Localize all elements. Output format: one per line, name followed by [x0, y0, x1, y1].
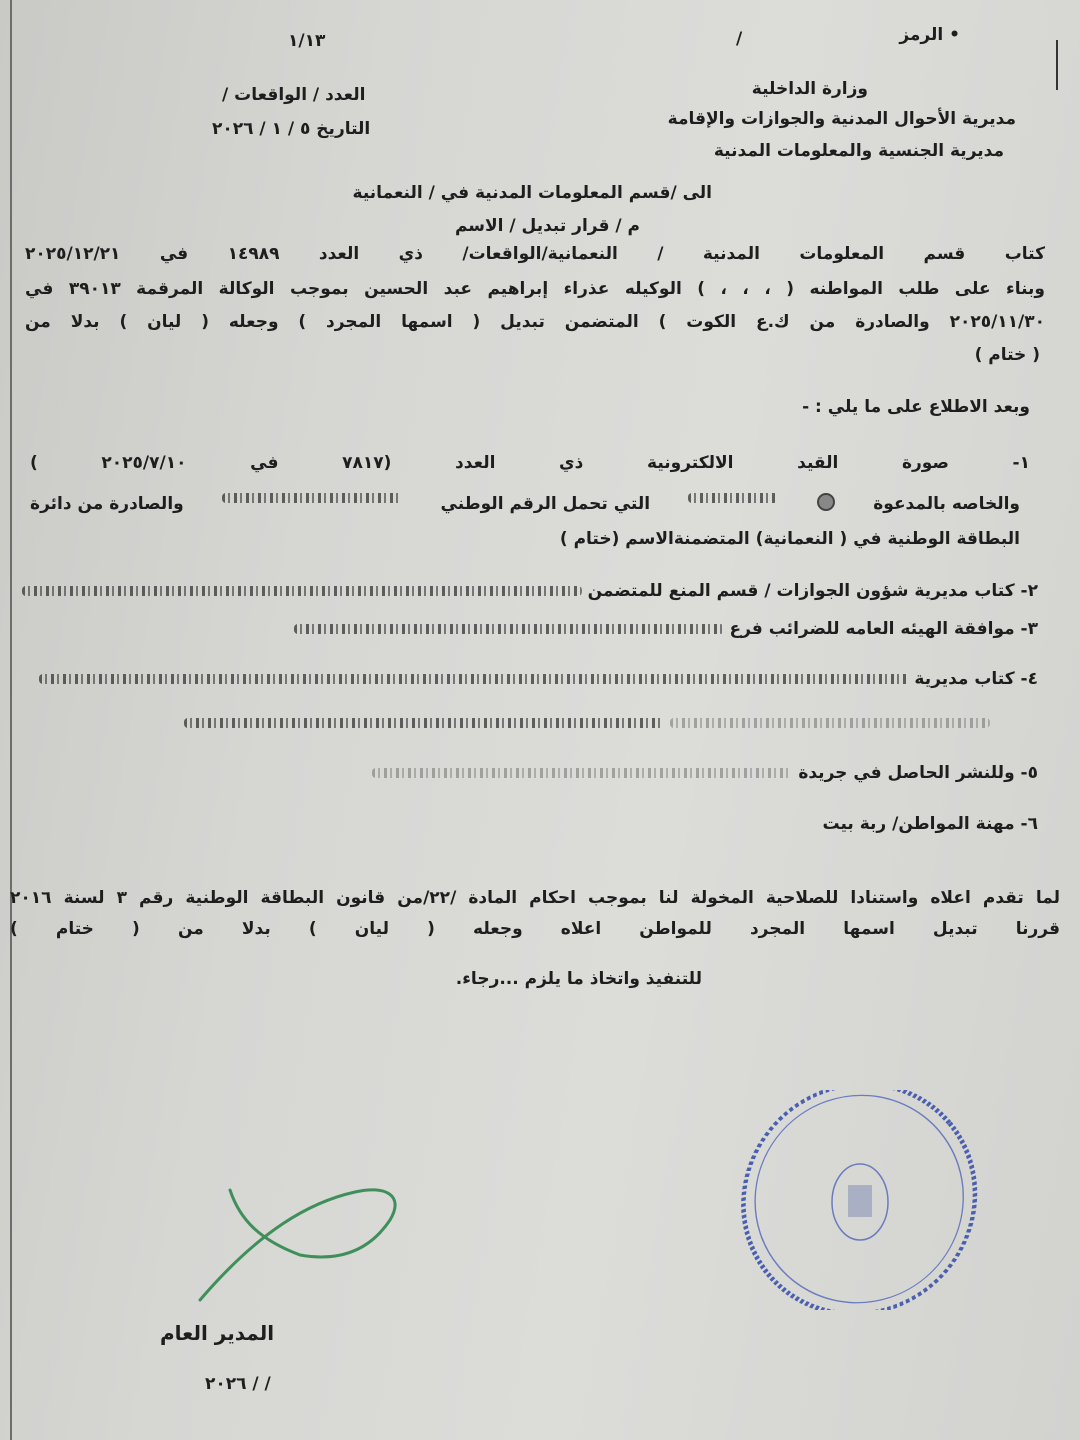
- director-title: المدير العام: [160, 1321, 275, 1345]
- redacted-national-number: [222, 493, 402, 503]
- item-4-continued: [184, 712, 990, 734]
- item-1-line-3: البطاقة الوطنية في ( النعمانية) المتضمنةالاسم (ختام ): [559, 529, 1020, 549]
- redacted-text: [670, 718, 990, 728]
- item-1-line-1: ١- صورة القيد الالكترونية ذي العدد (٧٨١٧ في ٢٠٢٥/٧/١٠ ): [30, 453, 1030, 473]
- intro-line-4: ( ختام ): [974, 345, 1040, 365]
- intro-line-1: كتاب قسم المعلومات المدنية / النعمانية/الواقعات/ ذي العدد ١٤٩٨٩ في ٢٠٢٥/١٢/٢١: [25, 244, 1045, 264]
- decision-line-2: قررنا تبديل اسمها المجرد للمواطن اعلاه وجعله ( ليان ) بدلا من ( ختام ): [10, 919, 1060, 939]
- page-edge-mark: [1056, 40, 1058, 90]
- code-slash: /: [736, 29, 743, 49]
- intro-line-2: وبناء على طلب المواطنه ( ، ، ، ) الوكيله عذراء إبراهيم عبد الحسين بموجب الوكالة المرقمة ٣٩٠١٣ في: [25, 279, 1045, 299]
- code-value: ١/١٣: [288, 31, 326, 51]
- redacted-text: [372, 768, 792, 778]
- item-2-text: ٢- كتاب مديرية شؤون الجوازات / قسم المنع للمتضمن: [587, 581, 1038, 601]
- decision-line-3: للتنفيذ واتخاذ ما يلزم ...رجاء.: [455, 969, 702, 989]
- addressee: الى /قسم المعلومات المدنية في / النعمانية: [352, 183, 712, 203]
- number-label: العدد / الواقعات /: [222, 85, 366, 105]
- item-1-text-c: والصادرة من دائرة: [30, 494, 184, 514]
- redacted-name: [688, 493, 778, 503]
- item-1-text-b: التي تحمل الرقم الوطني: [440, 494, 651, 514]
- decision-line-1: لما تقدم اعلاه واستنادا للصلاحية المخولة لنا بموجب احكام المادة /٢٢/من قانون البطاقة الوطنية رقم ٣ لسنة ٢٠١٦: [10, 888, 1060, 908]
- page-edge: [10, 0, 12, 1440]
- item-4-text: ٤- كتاب مديرية: [914, 669, 1038, 689]
- item-2: [22, 580, 1038, 602]
- item-3: [294, 618, 1038, 640]
- directorate-name: مديرية الأحوال المدنية والجوازات والإقامة: [667, 109, 1016, 129]
- redacted-text: [294, 624, 724, 634]
- item-6: ٦- مهنة المواطن/ ربة بيت: [822, 814, 1038, 834]
- official-seal: [700, 1090, 1020, 1310]
- item-4: [39, 668, 1039, 690]
- ministry-name: وزارة الداخلية: [751, 79, 868, 99]
- code-label: • الرمز: [899, 25, 960, 45]
- item-1-text-a: والخاصه بالمدعوة: [873, 494, 1020, 514]
- redacted-text: [39, 674, 909, 684]
- item-5-text: ٥- وللنشر الحاصل في جريدة: [798, 763, 1038, 783]
- review-heading: وبعد الاطلاع على ما يلي : -: [802, 397, 1030, 417]
- signature: [180, 1170, 440, 1320]
- item-3-text: ٣- موافقة الهيئه العامه للضرائب فرع: [729, 619, 1038, 639]
- redacted-text: [184, 718, 664, 728]
- sub-directorate-name: مديرية الجنسية والمعلومات المدنية: [713, 141, 1004, 161]
- intro-line-3: ٢٠٢٥/١١/٣٠ والصادرة من ك.ع الكوت ) المتضمن تبديل ( اسمها المجرد ) وجعله ( ليان ) بدلا من: [25, 312, 1045, 332]
- subject: م / قرار تبديل / الاسم: [454, 216, 640, 236]
- item-5: [372, 762, 1038, 784]
- signature-date: / / ٢٠٢٦: [205, 1374, 271, 1394]
- redaction-mark: [817, 493, 835, 511]
- item-1-line-2: [30, 493, 1020, 515]
- redacted-text: [22, 586, 582, 596]
- date-label: التاريخ ٥ / ١ / ٢٠٢٦: [212, 119, 371, 139]
